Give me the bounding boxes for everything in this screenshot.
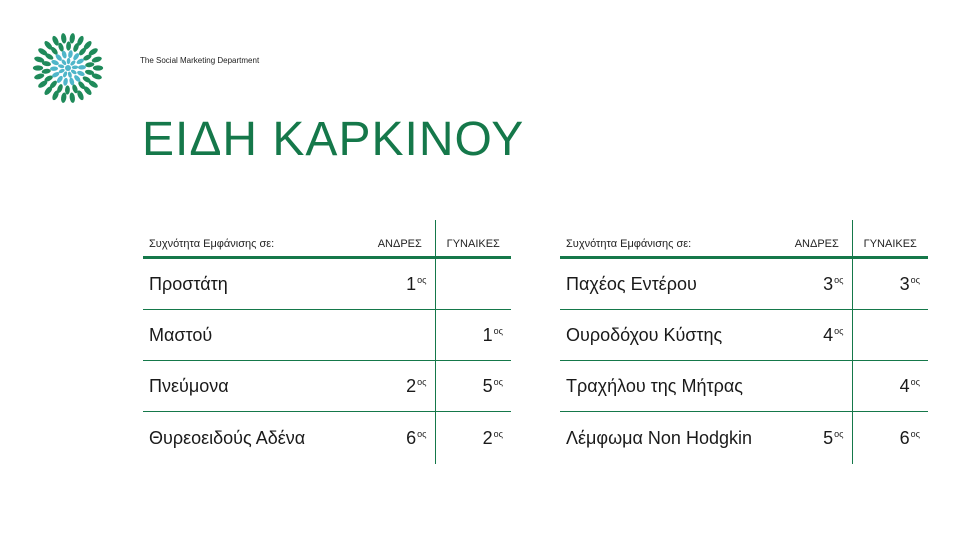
logo-petal <box>33 72 44 80</box>
logo-petal <box>72 65 79 69</box>
women-column-header: ΓΥΝΑΙΚΕΣ <box>852 220 928 258</box>
men-rank: $1^{o\varsigma}$ <box>365 258 435 310</box>
cancer-table-left <box>143 220 511 464</box>
women-rank: $6^{o\varsigma}$ <box>852 412 928 465</box>
flower-logo-icon <box>28 30 108 106</box>
page-title: ΕΙΔΗ ΚΑΡΚΙΝΟΥ <box>142 113 525 166</box>
men-column-header: ΑΝΔΡΕΣ <box>782 220 852 258</box>
logo-petal <box>63 77 69 86</box>
logo-petal <box>68 50 74 59</box>
department-name: The Social Marketing Department <box>140 56 260 65</box>
men-column-header: ΑΝΔΡΕΣ <box>365 220 435 258</box>
women-rank <box>435 258 511 310</box>
logo-petal <box>78 65 86 70</box>
women-rank: $3^{o\varsigma}$ <box>852 258 928 310</box>
cancer-type: Προστάτη <box>143 258 365 310</box>
logo-petal <box>60 33 67 44</box>
cancer-table-right <box>560 220 928 464</box>
table-row <box>560 361 928 412</box>
table-row <box>143 258 511 310</box>
logo-petal <box>69 59 76 66</box>
cancer-type: Θυρεοειδούς Αδένα <box>149 427 306 448</box>
women-column-header: ΓΥΝΑΙΚΕΣ <box>435 220 511 258</box>
men-rank: $3^{o\varsigma}$ <box>782 258 852 310</box>
table-row <box>143 412 511 465</box>
table-row <box>560 412 928 465</box>
men-rank: $5^{o\varsigma}$ <box>823 427 844 448</box>
logo-petal <box>65 85 70 94</box>
logo-petal <box>85 62 95 68</box>
men-rank: $2^{o\varsigma}$ <box>365 361 435 412</box>
table-row <box>143 361 511 412</box>
table-header-row <box>143 220 511 258</box>
table-row <box>560 258 928 310</box>
cancer-type: Παχέος Εντέρου <box>560 258 782 310</box>
women-rank: $4^{o\varsigma}$ <box>852 361 928 412</box>
cancer-type: Πνεύμονα <box>143 361 365 412</box>
men-rank: $4^{o\varsigma}$ <box>782 310 852 361</box>
logo-petal <box>33 65 43 70</box>
logo-petal <box>76 70 85 77</box>
cancer-type: Ουροδόχου Κύστης <box>560 310 782 361</box>
women-rank <box>852 310 928 361</box>
women-rank: $1^{o\varsigma}$ <box>435 310 511 361</box>
table-header-row <box>560 220 928 258</box>
men-rank <box>782 361 852 412</box>
table-row <box>560 310 928 361</box>
men-rank <box>365 310 435 361</box>
frequency-label: Συχνότητα Εμφάνισης σε: <box>560 220 782 258</box>
logo-petal <box>51 59 60 66</box>
logo-petal <box>91 56 102 64</box>
logo-petal <box>66 41 71 50</box>
logo-center <box>65 65 71 71</box>
women-rank: $2^{o\varsigma}$ <box>435 412 511 465</box>
cancer-type: Μαστού <box>143 310 365 361</box>
table-row <box>143 310 511 361</box>
men-rank: $6^{o\varsigma}$ <box>406 427 427 448</box>
logo-petal <box>93 65 103 70</box>
cancer-type: Τραχήλου της Μήτρας <box>560 361 782 412</box>
cancer-type: Λέμφωμα Non Hodgkin <box>566 427 752 448</box>
logo-petal <box>50 66 58 71</box>
logo-petal <box>66 58 70 65</box>
women-rank: $5^{o\varsigma}$ <box>435 361 511 412</box>
logo-petal <box>41 68 51 74</box>
frequency-label: Συχνότητα Εμφάνισης σε: <box>143 220 365 258</box>
logo-petal <box>69 92 76 103</box>
